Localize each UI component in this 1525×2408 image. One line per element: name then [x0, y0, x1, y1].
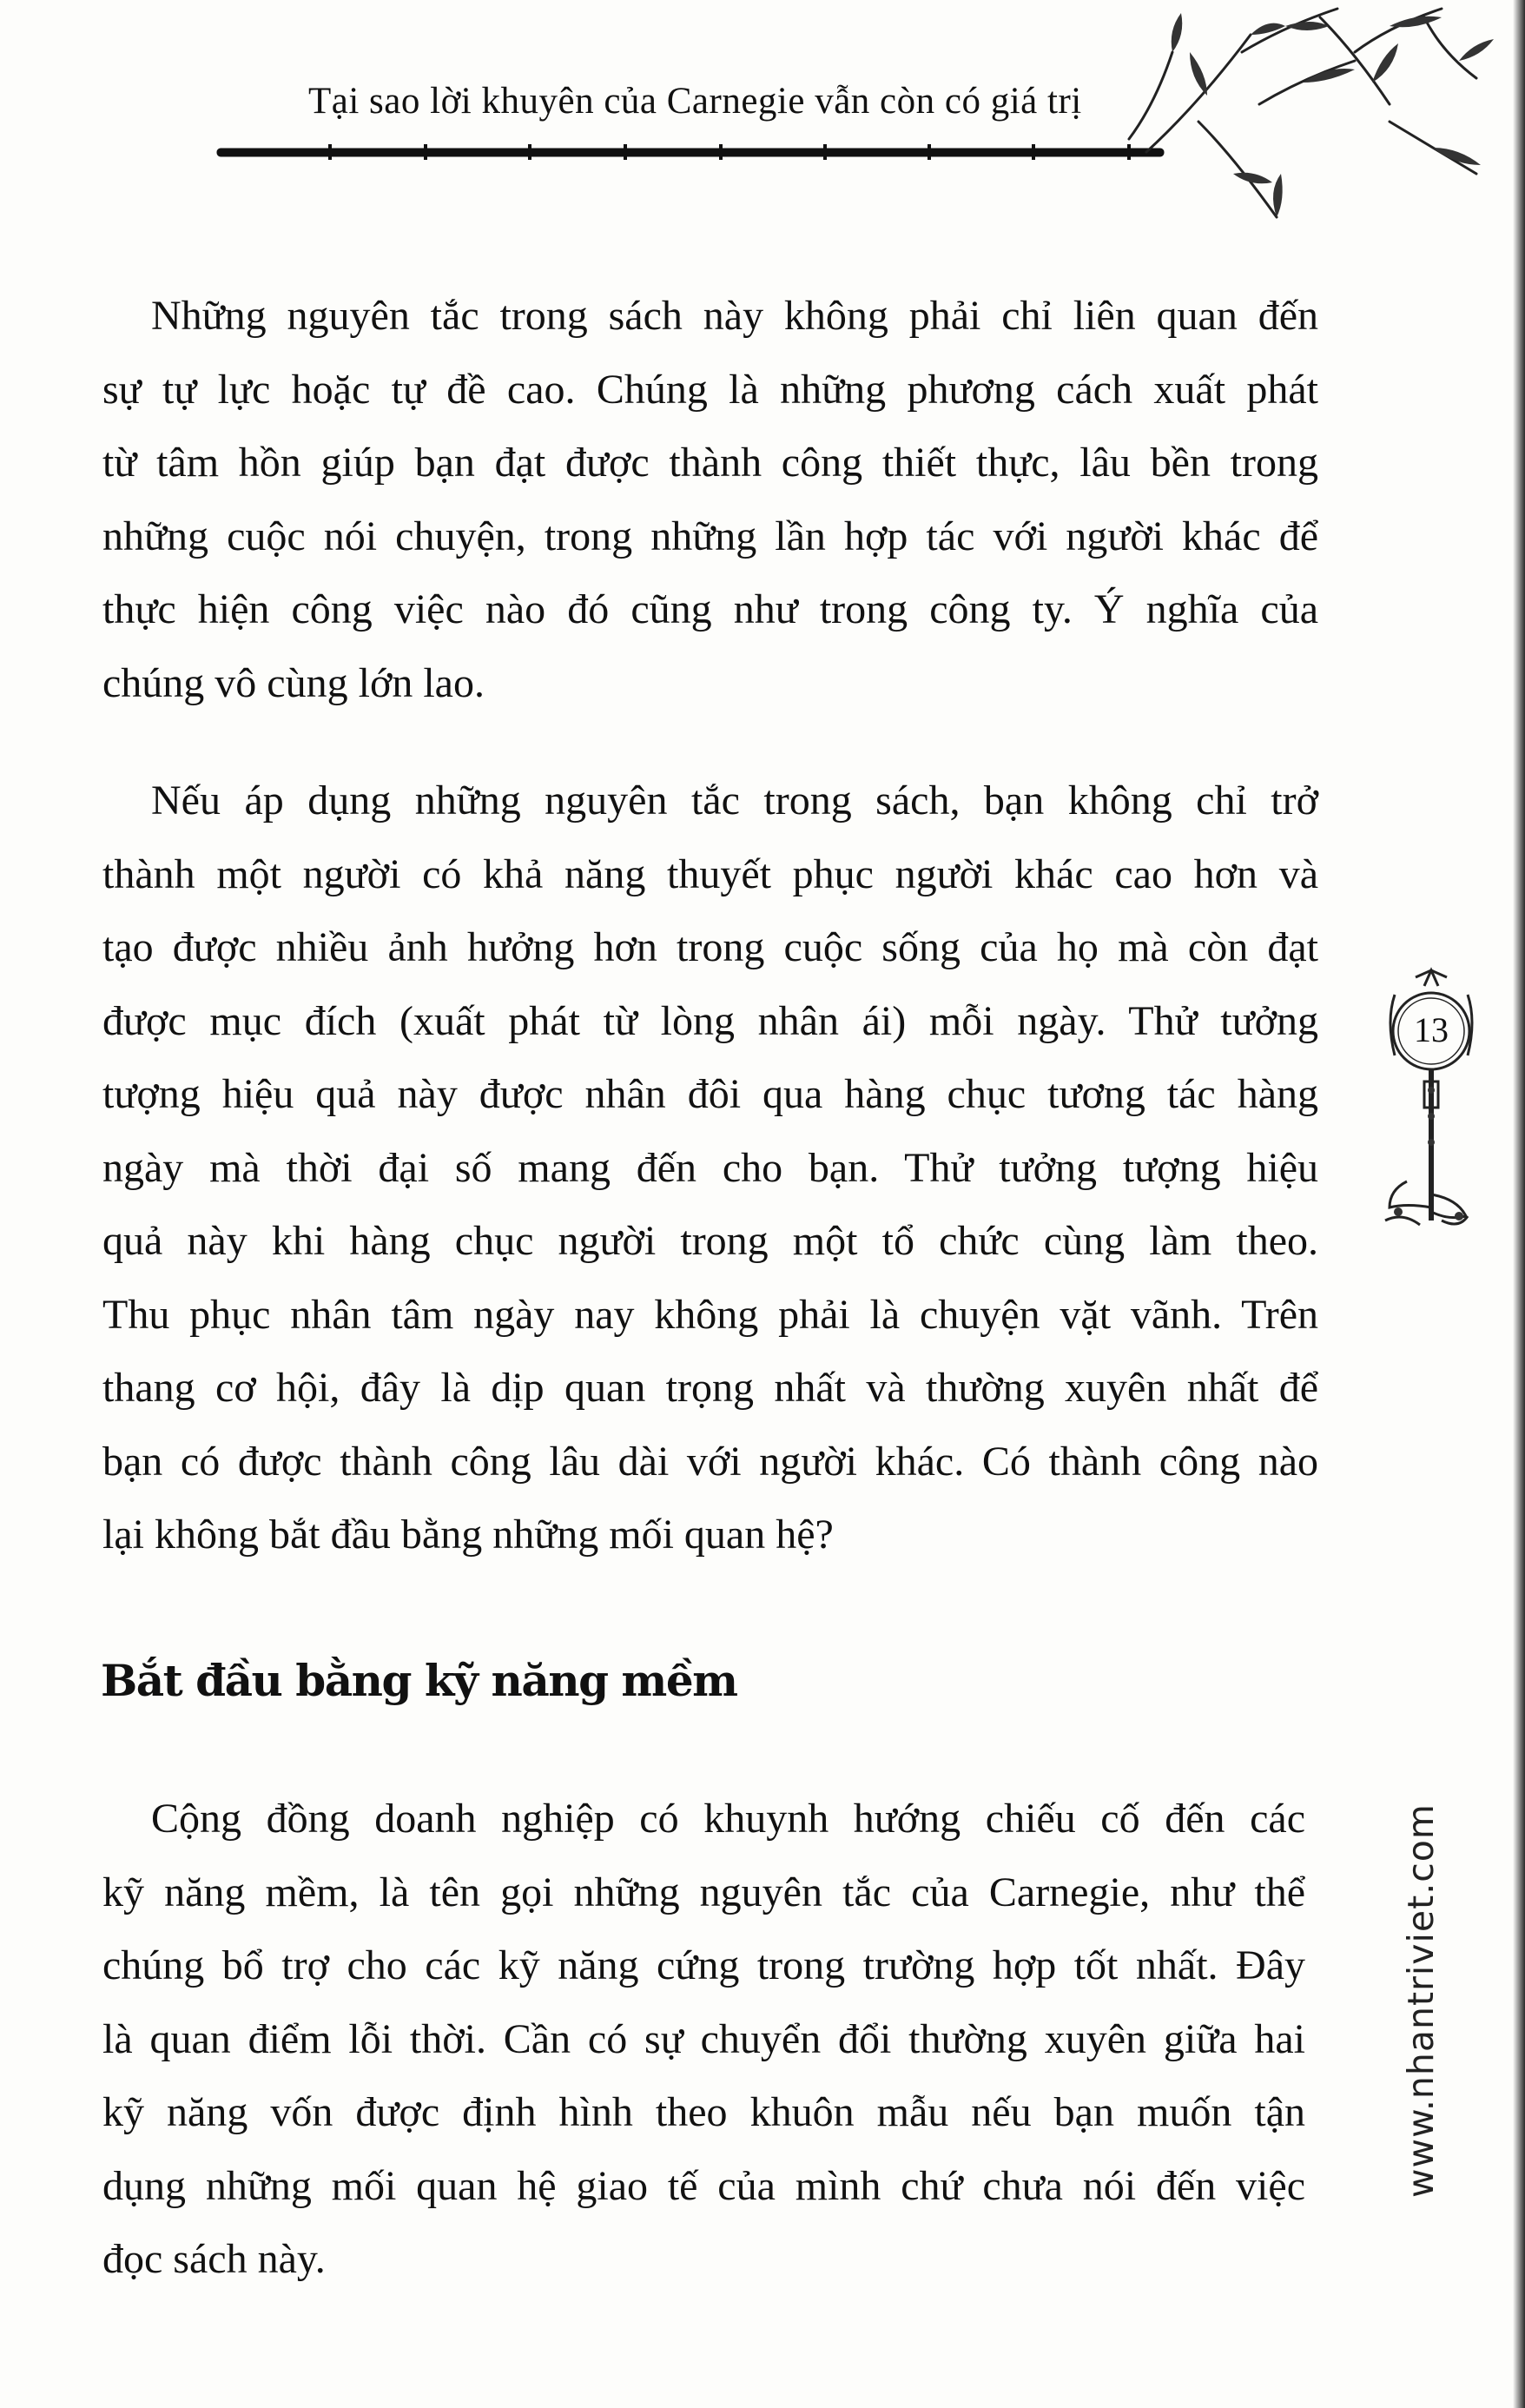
page-number: 13 — [1414, 1010, 1449, 1049]
text-line: sự tự lực hoặc tự đề cao. Chúng là những phương cách xuất phát — [102, 366, 1318, 413]
text-line: thành một người có khả năng thuyết phục người khác cao hơn và — [102, 850, 1318, 897]
text-line: quả này khi hàng chục người trong một tổ chức cùng làm theo. — [102, 1218, 1318, 1264]
text-line: kỹ năng mềm, là tên gọi những nguyên tắc của Carnegie, như thể — [102, 1869, 1305, 1915]
text-line: chúng bổ trợ cho các kỹ năng cứng trong trường hợp tốt nhất. Đây — [102, 1942, 1305, 1988]
text-line: lại không bắt đầu bằng những mối quan hệ? — [102, 1512, 834, 1558]
text-line: Thu phục nhân tâm ngày nay không phải là chuyện vặt vãnh. Trên — [102, 1291, 1318, 1338]
text-line: thực hiện công việc nào đó cũng như trong công ty. Ý nghĩa của — [102, 586, 1318, 632]
text-line: những cuộc nói chuyện, trong những lần hợp tác với người khác để — [102, 513, 1318, 559]
section-heading: Bắt đầu bằng kỹ năng mềm — [101, 1655, 737, 1706]
text-line: kỹ năng vốn được định hình theo khuôn mẫu nếu bạn muốn tận — [102, 2089, 1305, 2135]
text-line: Nếu áp dụng những nguyên tắc trong sách, bạn không chỉ trở — [151, 777, 1318, 824]
text-line: Cộng đồng doanh nghiệp có khuynh hướng chiếu cố đến các — [151, 1796, 1305, 1842]
page-edge-shadow — [1513, 0, 1525, 2408]
text-line: ngày mà thời đại số mang đến cho bạn. Thử tưởng tượng hiệu — [102, 1144, 1318, 1191]
text-line: tượng hiệu quả này được nhân đôi qua hàng chục tương tác hàng — [102, 1071, 1318, 1117]
text-line: là quan điểm lỗi thời. Cần có sự chuyển đổi thường xuyên giữa hai — [102, 2015, 1305, 2062]
key-icon — [1372, 960, 1485, 1255]
text-line: được mục đích (xuất phát từ lòng nhân ái) mỗi ngày. Thử tưởng — [102, 997, 1318, 1044]
publisher-url: www.nhantriviet.com — [1400, 1803, 1442, 2198]
text-line: bạn có được thành công lâu dài với người khác. Có thành công nào — [102, 1438, 1318, 1485]
text-line: tạo được nhiều ảnh hưởng hơn trong cuộc sống của họ mà còn đạt — [102, 924, 1318, 970]
paragraph-1 — [102, 280, 1318, 720]
text-line: đọc sách này. — [102, 2236, 326, 2282]
paragraph-2 — [102, 764, 1318, 1572]
paragraph-3 — [102, 1783, 1305, 2297]
page-number-ornament — [1372, 960, 1485, 1255]
text-line: chúng vô cùng lớn lao. — [102, 659, 485, 706]
text-line: dụng những mối quan hệ giao tế của mình chứ chưa nói đến việc — [102, 2162, 1305, 2209]
text-line: Những nguyên tắc trong sách này không phải chỉ liên quan đến — [151, 293, 1318, 339]
text-line: từ tâm hồn giúp bạn đạt được thành công thiết thực, lâu bền trong — [102, 440, 1318, 486]
text-line: thang cơ hội, đây là dịp quan trọng nhất và thường xuyên nhất để — [102, 1365, 1318, 1411]
running-title: Tại sao lời khuyên của Carnegie vẫn còn có giá trị — [308, 81, 1082, 122]
